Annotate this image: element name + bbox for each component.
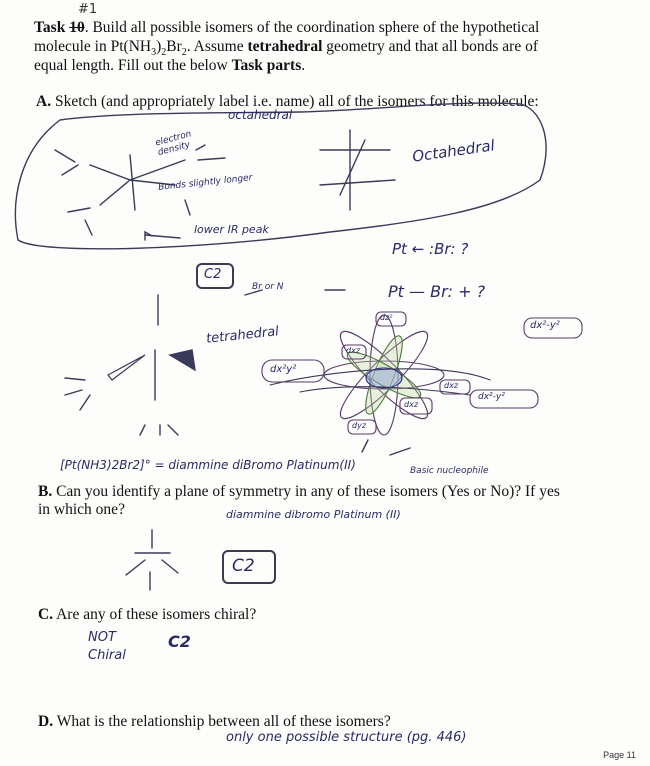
formula-sub: 3 [151,47,157,59]
label-br-or-n: Br or N [252,282,284,292]
orbital-label-3: dx²-y² [530,320,560,331]
question-b-letter: B. [38,483,53,500]
orbital-label-8: dx²-y² [478,392,505,402]
tetrahedral-sketch [65,290,345,435]
geometry-word: tetrahedral [247,38,323,55]
part-b-sketch [126,530,178,590]
orbital-label-4: dz² [380,313,393,322]
c2-box-2 [222,550,276,584]
label-basic-nucleophile: Basic nucleophile [410,466,489,476]
intro-period: . [301,57,306,74]
question-c-letter: C. [38,606,54,623]
formula-sub: 2 [181,47,187,59]
answer-c-c2: C2 [168,632,191,651]
answer-d: only one possible structure (pg. 446) [226,730,467,745]
label-lower-ir: lower IR peak [194,223,269,236]
question-b-text-1: Can you identify a plane of symmetry in any of these isomers (Yes or No)? If yes [56,483,560,500]
intro-text-3: equal length. Fill out the below [34,57,228,74]
formula-part: molecule in Pt(NH [34,38,152,55]
c2-label-2: C2 [232,556,255,576]
task-parts-word: Task parts [231,57,302,74]
intro-text-2b: geometry and that all bonds are of [326,38,539,55]
formula-name: [Pt(NH3)2Br2]° = diammine diBromo Platinum(II) [60,458,356,472]
task-number-handwritten: #1 [78,2,98,17]
answer-b: diammine dibromo Platinum (II) [226,508,401,521]
answer-c-not: NOT [88,630,116,645]
question-d-text: What is the relationship between all of these isomers? [56,713,391,730]
task-label: Task [34,19,66,36]
orbital-label-7: dxz [404,400,419,409]
question-a-text: Sketch (and appropriately label i.e. name) all of the isomers for this molecule: [54,93,539,110]
label-electron-density: electron density [154,129,193,159]
label-octahedral-top: octahedral [228,108,293,122]
orbital-label-1: dx²y² [270,364,297,375]
c2-box-1 [196,263,234,289]
label-tetrahedral: tetrahedral [205,324,280,347]
question-c-text: Are any of these isomers chiral? [56,606,257,623]
formula-part: Br [166,38,182,55]
orbital-label-2: dxz [346,346,361,355]
label-octahedral-right: Octahedral [411,136,496,166]
label-bonds-longer: Bonds slightly longer [157,173,253,193]
question-a-letter: A. [36,93,52,110]
task-old-number: 10 [69,19,85,36]
question-d-letter: D. [38,713,54,730]
answer-c-chiral: Chiral [88,648,126,663]
question-pt-br-2: Pt — Br: + ? [388,282,486,301]
question-pt-br-1: Pt ← :Br: ? [392,240,469,258]
formula-sub: 2 [161,47,167,59]
intro-text-1: . Build all possible isomers of the coordination sphere of the hypothetical [84,19,540,36]
octahedral-sketch-right [320,130,395,210]
question-b-line-2: in which one? [38,501,125,518]
orbital-label-6: dxz [444,381,459,390]
intro-text-2: . Assume [186,38,244,55]
enclosing-loop [15,103,546,249]
orbital-label-5: dyz [352,421,367,430]
c2-label-1: C2 [204,267,222,282]
page-number: Page 11 [603,750,636,760]
formula-part: ) [156,38,162,55]
